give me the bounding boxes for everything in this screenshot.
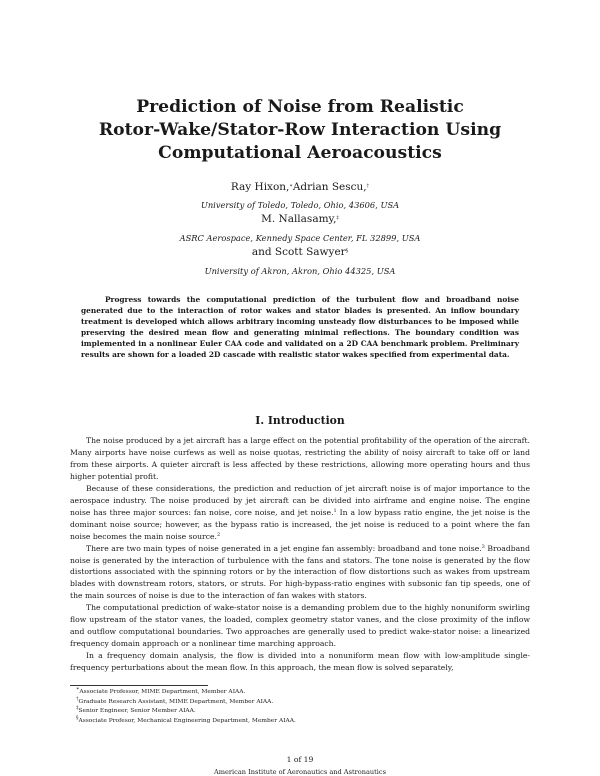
affiliation-toledo: University of Toledo, Toledo, Ohio, 43606, USA (200, 200, 400, 210)
author-mark: § (345, 248, 349, 254)
paper-title (60, 96, 540, 165)
abstract: Progress towards the computational prediction of the turbulent flow and broadband noise generated due to the interaction of rotor wakes and stator blades is presented. An inflow boundary treatment is developed which allows arbitrary incoming unsteady flow disturbances to be imposed while preserving the desired mean flow and generating minimal reflections. The boundary condition was implemented in a nonlinear Euler CAA code and validated on a 2D CAA benchmark problem. Preliminary results are shown for a loaded 2D cascade with realistic stator wakes specified from experimental data. (81, 295, 519, 359)
author-name-nallasamy: M. Nallasamy, (261, 213, 337, 225)
footnote-2 (76, 695, 530, 708)
footnote-divider (70, 685, 208, 686)
paragraph-2 (70, 483, 530, 543)
title-line-1: Prediction of Noise from Realistic (136, 97, 464, 117)
citation-1: 1 (333, 507, 337, 514)
paragraph-4: The computational prediction of wake-stator noise is a demanding problem due to the highly nonuniform swirling flow upstream of the stator vanes, the loaded, complex geometry stator vanes, and the close proximity of the inflow and outflow computational boundaries. Two approaches are generally used to predict wake-stator noise: a linearized frequency domain approach or a nonlinear time marching approach. (70, 603, 530, 649)
author-name-sescu: Adrian Sescu, (292, 181, 367, 193)
introduction-body (70, 435, 530, 674)
affiliation-asrc: ASRC Aerospace, Kennedy Space Center, FL 32899, USA (179, 233, 421, 243)
footnote-text: Associate Professor, MIME Department, Member AIAA. (79, 689, 246, 695)
citation-3: 3 (481, 543, 485, 550)
footnote-1 (76, 688, 530, 698)
paragraph-2-text-b: In a low bypass ratio engine, the jet noise is the dominant noise source; however, as the bypass ratio is increased, the jet noise is reduced to a point where the fan noise becomes the main noise source. (70, 507, 530, 541)
author-mark: † (366, 183, 370, 189)
footnote-mark: ∗ (76, 686, 80, 692)
footnotes (76, 688, 530, 726)
author-name-sawyer: and Scott Sawyer (251, 246, 346, 258)
footnote-mark: ‡ (76, 705, 79, 711)
page-footer: American Institute of Aeronautics and Astronautics (213, 768, 386, 776)
paragraph-3-text-b: Broadband noise is generated by the interaction of turbulence with the fans and stators. The tone noise is generated by the flow distortions associated with the spinning rotors or by the interaction of flow distortions such as wakes from upstream blades with downstream rotors, stators, or struts. For high-bypass-ratio engines with subsonic fan tip speeds, one of the main sources of noise is due to the interaction of fan wakes with stators. (70, 543, 530, 601)
footnote-text: Senior Engineer, Senior Member AIAA. (78, 708, 196, 714)
page-number: 1 of 19 (286, 755, 314, 764)
paragraph-5: In a frequency domain analysis, the flow is divided into a nonuniform mean flow with low-amplitude single-frequency perturbations about the mean flow. In this approach, the mean flow is solved separately, (70, 651, 530, 673)
author-line-3 (60, 246, 540, 258)
section-heading-introduction: I. Introduction (255, 414, 345, 427)
author-name-hixon: Ray Hixon, (230, 181, 290, 193)
footnote-text: Associate Profesor, Mechanical Engineering Department, Member AIAA. (78, 717, 296, 724)
title-line-2: Rotor-Wake/Stator-Row Interaction Using (98, 120, 502, 140)
footnote-3 (76, 707, 530, 717)
citation-2: 2 (216, 531, 221, 538)
paragraph-3 (70, 543, 530, 603)
footnote-text: Graduate Research Assistant, MIME Department, Member AIAA. (78, 698, 274, 705)
paragraph-1: The noise produced by a jet aircraft has a large effect on the potential profitability of the operation of the aircraft. Many airports have noise curfews as well as noise quotas, restricting the ability of noisy aircraft to take off or land from these airports. A quieter aircraft is less affected by these restrictions, allowing more operating hours and thus higher potential profit. (70, 436, 530, 481)
paragraph-2-text-a: Because of these considerations, the prediction and reduction of jet aircraft noise is of major importance to the aerospace industry. The noise produced by jet aircraft can be divided into airframe and engine noise. The engine noise has three major sources: fan noise, core noise, and jet noise. (70, 483, 530, 517)
footnote-4 (76, 714, 530, 727)
paragraph-3-text-a: There are two main types of noise generated in a jet engine fan assembly: broadband and tone noise. (86, 543, 482, 553)
author-mark: ‡ (336, 215, 339, 221)
footnote-mark: § (76, 714, 79, 721)
author-line-2 (60, 213, 540, 225)
author-mark: ∗ (289, 183, 293, 189)
affiliation-akron: University of Akron, Akron, Ohio 44325, USA (204, 266, 396, 276)
author-line-1 (60, 181, 540, 193)
footnote-mark: † (76, 695, 79, 702)
title-line-3: Computational Aeroacoustics (158, 143, 442, 163)
